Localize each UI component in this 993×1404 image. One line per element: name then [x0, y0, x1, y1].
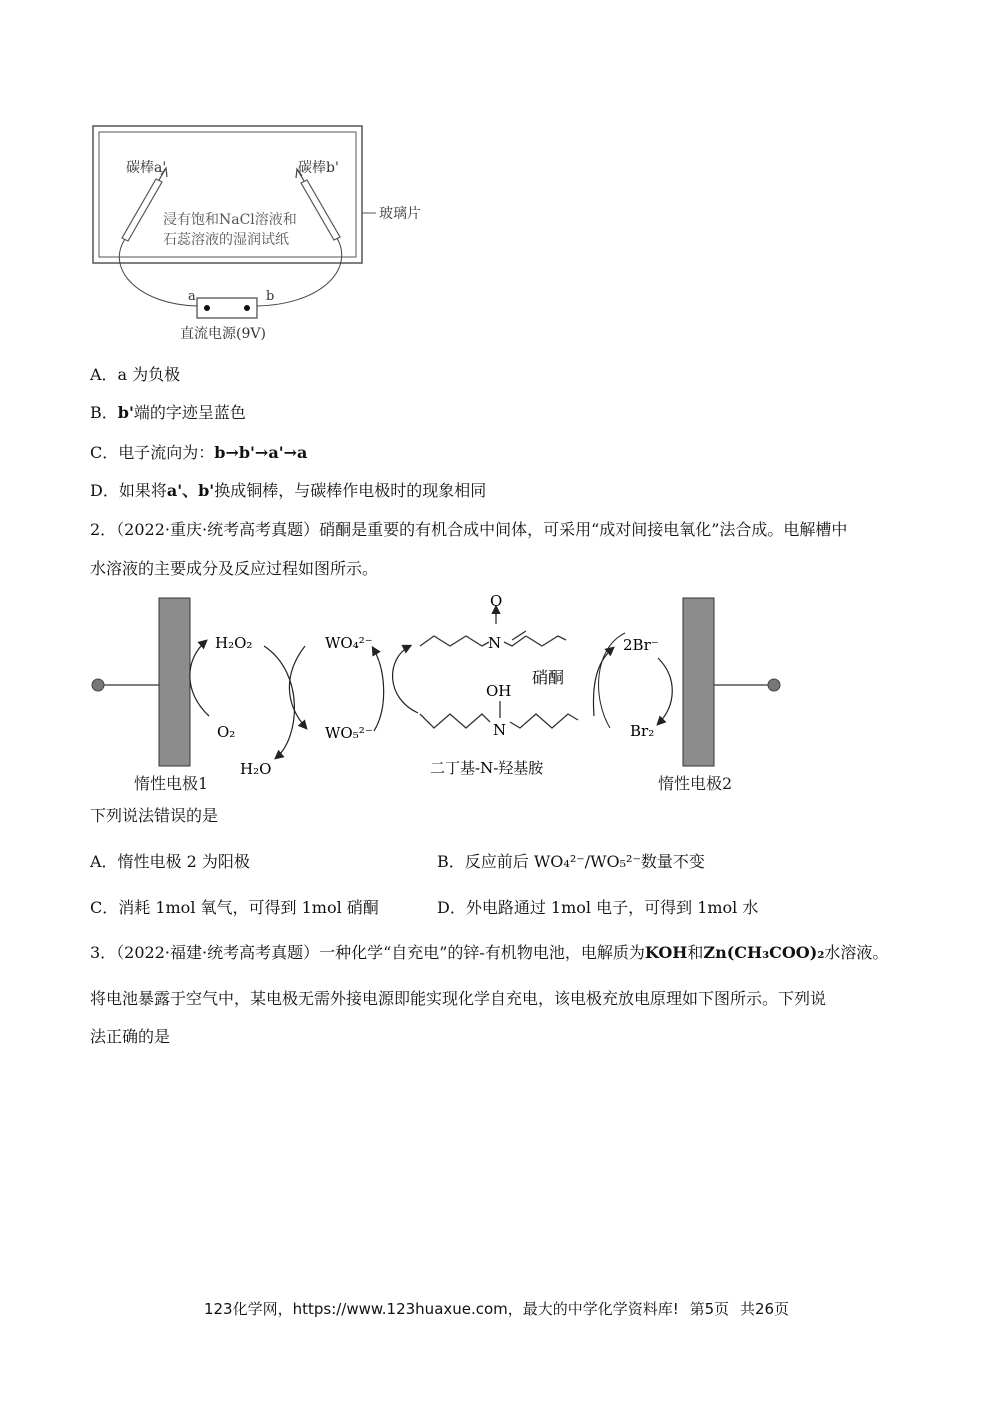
nitrone-n-atom: N [488, 634, 502, 652]
amine-label: 二丁基-N-羟基胺 [430, 759, 544, 777]
q3-stem-suffix: 水溶液。 [824, 943, 889, 962]
terminal-b-label: b [266, 289, 275, 304]
electrode2-label: 惰性电极2 [658, 774, 733, 793]
power-label: 直流电源(9V) [180, 326, 266, 342]
wo5-label: WO₅²⁻ [325, 724, 373, 742]
q2-stem-line1: 2．（2022·重庆·统考高考真题）硝酮是重要的有机合成中间体，可采用“成对间接电氧化”法合成。电解槽中 [90, 520, 848, 539]
rod-left-label: 碳棒a' [126, 160, 167, 176]
terminal-left-knob [92, 679, 104, 691]
terminal-a-dot [204, 305, 210, 311]
q1-option-d-symbol: a'、b' [166, 481, 215, 500]
electrode1-label: 惰性电极1 [134, 774, 209, 793]
arrow-2br-to-br2 [658, 658, 672, 724]
q3-stem-prefix: 3．（2022·福建·统考高考真题）一种化学“自充电”的锌-有机物电池，电解质为 [90, 943, 645, 962]
q1-option-c-prefix: C．电子流向为： [90, 443, 215, 462]
h2o2-label: H₂O₂ [215, 634, 253, 652]
paper-line2: 石蕊溶液的湿润试纸 [163, 232, 289, 248]
q1-option-b-symbol: b' [117, 403, 134, 422]
wire-left [119, 239, 198, 306]
arrow-o2-to-h2o2 [190, 641, 209, 716]
figure-electrolysis-paper [80, 120, 440, 350]
q1-option-d-prefix: D．如果将 [90, 481, 167, 500]
carbon-rod-left [122, 179, 162, 241]
footer-site: 123化学网，https://www.123huaxue.com，最大的中学化学资料库! [203, 1300, 679, 1318]
q2-option-c: C．消耗 1mol 氧气，可得到 1mol 硝酮 [90, 898, 379, 917]
q1-option-a-text: A．a 为负极 [90, 365, 181, 384]
rod-right-label: 碳棒b' [298, 160, 339, 176]
q3-koh-formula: KOH [644, 943, 688, 962]
br-minus-label: 2Br⁻ [623, 636, 659, 654]
q3-and: 和 [687, 943, 704, 962]
arc-right-cycle [599, 633, 625, 728]
q1-option-b-prefix: B． [90, 403, 118, 422]
glass-label: 玻璃片 [379, 206, 421, 222]
q2-stem-line2: 水溶液的主要成分及反应过程如图所示。 [90, 559, 379, 578]
q3-zn-formula: Zn(CH₃COO)₂ [703, 943, 825, 962]
arrow-amine-to-nitrone [393, 646, 418, 713]
br2-label: Br₂ [630, 722, 655, 740]
page-footer [0, 1298, 993, 1319]
q1-option-a [90, 365, 180, 385]
q3-stem-line3: 法正确的是 [90, 1027, 171, 1046]
q3-stem-line1 [90, 943, 888, 963]
q1-option-d [90, 481, 486, 501]
wo4-label: WO₄²⁻ [325, 634, 373, 652]
q1-option-d-text: 换成铜棒，与碳棒作电极时的现象相同 [214, 481, 487, 500]
figure-paired-electrooxidation [80, 588, 800, 800]
o2-label: O₂ [217, 723, 236, 741]
amine-oh: OH [486, 682, 512, 700]
paper-line1: 浸有饱和NaCl溶液和 [163, 212, 297, 228]
terminal-b-dot [244, 305, 250, 311]
q1-option-b [90, 403, 246, 423]
q1-option-c-formula: b→b'→a'→a [214, 443, 308, 462]
terminal-a-label: a [188, 289, 196, 304]
q2-option-a: A．惰性电极 2 为阳极 [90, 852, 250, 871]
carbon-rod-right [301, 180, 340, 240]
arrow-h2o2-to-h2o [264, 646, 294, 758]
h2o-label: H₂O [240, 760, 272, 778]
q2-option-b: B．反应前后 WO₄²⁻/WO₅²⁻数量不变 [437, 852, 705, 871]
q3-stem-line2: 将电池暴露于空气中，某电极无需外接电源即能实现化学自充电，该电极充放电原理如下图所示。下列说 [90, 989, 827, 1008]
nitrone-label: 硝酮 [532, 668, 565, 687]
inert-electrode-2 [683, 598, 714, 766]
q2-prompt: 下列说法错误的是 [90, 806, 219, 825]
arrow-wo5-to-wo4 [373, 648, 384, 731]
inert-electrode-1 [159, 598, 190, 766]
nitrone-o-atom: O [490, 592, 503, 610]
q2-option-d: D．外电路通过 1mol 电子，可得到 1mol 水 [437, 898, 759, 917]
q1-option-b-text: 端的字迹呈蓝色 [133, 403, 246, 422]
q1-option-c [90, 443, 307, 463]
amine-n-atom: N [493, 721, 507, 739]
footer-page: 第5页 [689, 1300, 730, 1318]
footer-total: 共26页 [739, 1300, 790, 1318]
terminal-right-knob [768, 679, 780, 691]
